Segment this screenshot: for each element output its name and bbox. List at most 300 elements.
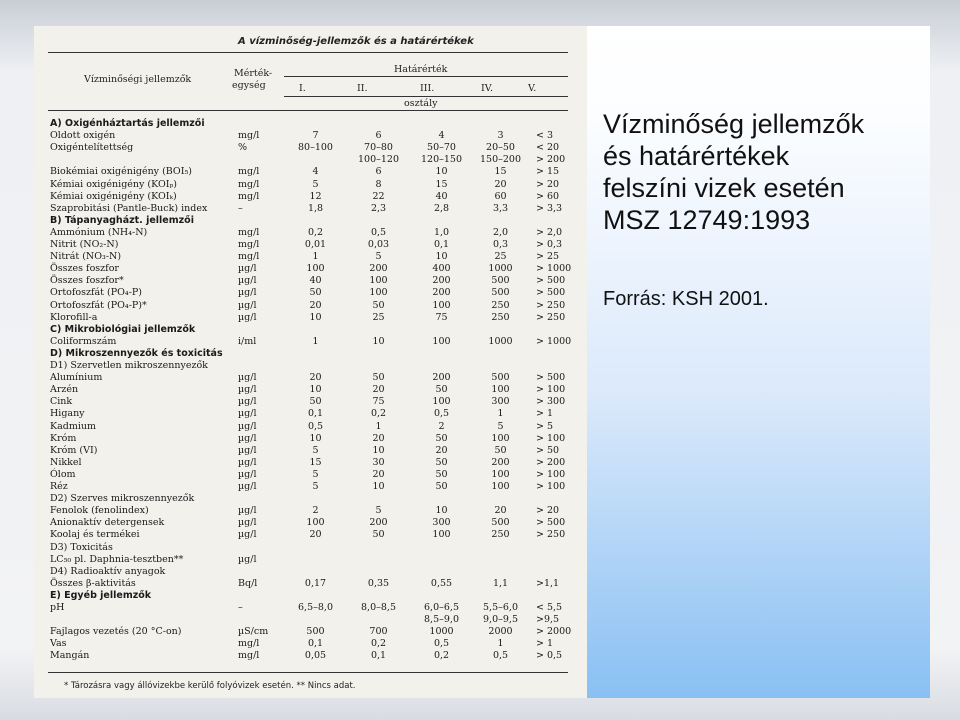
row-limit-class-1: 0,17 (304, 577, 327, 589)
row-limit-class-3: 120–150 (420, 154, 462, 166)
row-limit-class-1: 1,8 (307, 202, 324, 214)
row-limit-class-2: 100–120 (357, 154, 399, 166)
row-unit: mg/l (238, 239, 260, 250)
row-limit-class-2: 2,3 (370, 202, 387, 214)
row-limit-class-4: 25 (494, 251, 507, 263)
row-parameter: D3) Toxicitás (50, 541, 113, 553)
row-limit-class-5: > 1000 (536, 263, 572, 275)
row-limit-class-4: 0,3 (492, 239, 509, 250)
row-parameter: Nitrit (NO₂-N) (50, 239, 119, 250)
row-unit: mg/l (238, 251, 260, 263)
table-row (48, 566, 578, 577)
header-bottom-rule (48, 110, 568, 111)
row-limit-class-5: > 100 (536, 481, 566, 492)
row-limit-class-4: 100 (491, 468, 510, 480)
row-unit: mg/l (238, 190, 260, 202)
row-limit-class-5: > 20 (536, 505, 560, 517)
header-class-3: III. (420, 83, 435, 94)
table-scan-panel (34, 26, 587, 698)
row-parameter: Nitrát (NO₃-N) (50, 251, 122, 263)
table-footnote: * Tározásra vagy állóvizekbe kerülő folyóvizek esetén. ** Nincs adat. (64, 681, 356, 691)
row-limit-class-1: 5 (312, 481, 319, 492)
table-row (48, 251, 578, 262)
row-limit-class-1: 0,5 (307, 420, 324, 432)
caption-line-2: és határértékek (603, 141, 790, 171)
table-row (48, 203, 578, 214)
row-limit-class-2: 6 (375, 166, 382, 178)
row-limit-class-5: > 500 (536, 372, 566, 384)
table-bottom-rule (48, 672, 568, 673)
row-unit: µg/l (238, 553, 257, 565)
row-limit-class-2: 10 (372, 481, 385, 492)
row-limit-class-4: 20 (494, 178, 507, 190)
table-row (48, 396, 578, 407)
row-limit-class-4: 9,0–9,5 (483, 614, 518, 626)
table-row (48, 154, 578, 165)
row-limit-class-3: 50–70 (427, 142, 456, 154)
row-parameter: D) Mikroszennyezők és toxicitás (50, 347, 223, 359)
row-limit-class-2: 0,1 (370, 650, 387, 662)
row-unit: µg/l (238, 408, 257, 420)
row-limit-class-1: 15 (309, 456, 322, 468)
table-row (48, 481, 578, 492)
row-limit-class-1: 5 (312, 444, 319, 456)
row-limit-class-2: 10 (372, 444, 385, 456)
row-parameter: Kémiai oxigénigény (KOIₚ) (50, 178, 178, 190)
row-limit-class-5: > 500 (536, 517, 566, 529)
row-limit-class-3: 2,8 (433, 202, 450, 214)
row-limit-class-2: 0,5 (370, 226, 387, 238)
row-parameter: Összes foszfor (50, 263, 119, 275)
row-parameter: Higany (50, 408, 85, 420)
row-limit-class-1: 20 (309, 372, 322, 384)
row-limit-class-3: 400 (432, 263, 451, 275)
row-limit-class-2: 50 (372, 299, 385, 311)
table-row (48, 554, 578, 565)
header-class-rule (284, 96, 568, 97)
row-limit-class-3: 0,1 (433, 239, 450, 250)
row-limit-class-2: 8,0–8,5 (361, 602, 396, 613)
caption-title (603, 108, 864, 236)
row-parameter: Koolaj és termékei (50, 529, 140, 541)
row-limit-class-5: > 2,0 (536, 226, 563, 238)
row-parameter: Fenolok (fenolindex) (50, 505, 149, 517)
row-limit-class-3: 100 (432, 396, 451, 408)
table-section-header (48, 324, 578, 335)
header-unit-1: Mérték- (234, 68, 273, 79)
table-row (48, 263, 578, 274)
caption-line-4: MSZ 12749:1993 (603, 205, 811, 235)
row-limit-class-4: 500 (491, 275, 510, 287)
row-unit: mg/l (238, 638, 260, 650)
row-limit-class-1: 100 (306, 517, 325, 529)
table-row (48, 312, 578, 323)
row-parameter: Összes foszfor* (50, 275, 124, 287)
row-limit-class-2: 0,35 (367, 577, 390, 589)
row-unit: Bq/l (238, 577, 258, 589)
row-limit-class-2: 50 (372, 372, 385, 384)
row-limit-class-5: > 5 (536, 420, 554, 432)
row-limit-class-3: 50 (435, 468, 448, 480)
row-limit-class-5: > 500 (536, 275, 566, 287)
row-limit-class-1: 0,1 (307, 408, 324, 420)
row-limit-class-1: 6,5–8,0 (298, 602, 333, 613)
row-limit-class-1: 40 (309, 275, 322, 287)
row-unit: µg/l (238, 372, 257, 384)
row-limit-class-3: 2 (438, 420, 445, 432)
row-limit-class-3: 50 (435, 456, 448, 468)
table-row (48, 287, 578, 298)
row-limit-class-3: 0,5 (433, 408, 450, 420)
table-title: A vízminőség-jellemzők és a határértékek (238, 36, 474, 47)
row-limit-class-4: 100 (491, 481, 510, 492)
table-row (48, 130, 578, 141)
row-limit-class-1: 50 (309, 287, 322, 299)
row-limit-class-2: 20 (372, 468, 385, 480)
row-parameter: Króm (VI) (50, 444, 98, 456)
row-limit-class-4: 3,3 (492, 202, 509, 214)
row-limit-class-1: 5 (312, 178, 319, 190)
row-limit-class-1: 50 (309, 396, 322, 408)
row-unit: – (238, 202, 243, 214)
row-limit-class-2: 700 (369, 626, 388, 638)
row-parameter: B) Tápanyagházt. jellemzői (50, 214, 194, 226)
row-parameter: Klorofill-a (50, 311, 98, 323)
table-row (48, 275, 578, 286)
row-limit-class-3: 200 (432, 275, 451, 287)
row-limit-class-3: 4 (438, 130, 445, 142)
row-limit-class-3: 300 (432, 517, 451, 529)
row-limit-class-3: 0,2 (433, 650, 450, 662)
row-limit-class-4: 1 (497, 638, 504, 650)
row-limit-class-4: 1 (497, 408, 504, 420)
row-parameter: Arzén (50, 384, 79, 396)
row-unit: µg/l (238, 420, 257, 432)
row-limit-class-5: > 0,5 (536, 650, 563, 662)
row-unit: µg/l (238, 517, 257, 529)
row-parameter: D4) Radioaktív anyagok (50, 565, 166, 577)
row-limit-class-5: > 250 (536, 299, 566, 311)
row-limit-class-4: 20 (494, 505, 507, 517)
header-group: Határérték (394, 64, 448, 75)
row-unit: mg/l (238, 650, 260, 662)
row-limit-class-3: 10 (435, 251, 448, 263)
row-parameter: A) Oxigénháztartás jellemzői (50, 118, 205, 129)
row-unit: – (238, 602, 243, 613)
row-limit-class-4: 20–50 (486, 142, 515, 154)
row-limit-class-4: 250 (491, 529, 510, 541)
row-limit-class-5: > 500 (536, 287, 566, 299)
table-section-header (48, 215, 578, 226)
row-limit-class-2: 100 (369, 275, 388, 287)
row-limit-class-1: 0,1 (307, 638, 324, 650)
header-class-1: I. (299, 83, 306, 94)
header-unit-2: egység (232, 80, 266, 91)
row-limit-class-2: 0,03 (367, 239, 390, 250)
row-limit-class-3: 75 (435, 311, 448, 323)
table-row (48, 384, 578, 395)
row-limit-class-2: 10 (372, 335, 385, 347)
row-limit-class-2: 25 (372, 311, 385, 323)
row-limit-class-2: 200 (369, 263, 388, 275)
row-limit-class-1: 20 (309, 299, 322, 311)
row-parameter: Kémiai oxigénigény (KOIₖ) (50, 190, 177, 202)
row-limit-class-1: 2 (312, 505, 319, 517)
row-parameter: pH (50, 602, 65, 613)
row-limit-class-2: 30 (372, 456, 385, 468)
table-row (48, 433, 578, 444)
table-row (48, 360, 578, 371)
row-unit: µS/cm (238, 626, 269, 638)
row-limit-class-2: 50 (372, 529, 385, 541)
caption-panel (587, 26, 930, 698)
row-limit-class-4: 2,0 (492, 226, 509, 238)
row-limit-class-1: 10 (309, 432, 322, 444)
row-limit-class-1: 0,2 (307, 226, 324, 238)
row-limit-class-5: > 25 (536, 251, 560, 263)
row-limit-class-1: 12 (309, 190, 322, 202)
row-limit-class-2: 70–80 (364, 142, 393, 154)
table-row (48, 505, 578, 516)
table-row (48, 578, 578, 589)
row-unit: µg/l (238, 505, 257, 517)
row-limit-class-5: > 200 (536, 154, 566, 166)
row-limit-class-5: > 60 (536, 190, 560, 202)
row-limit-class-2: 6 (375, 130, 382, 142)
row-unit: µg/l (238, 275, 257, 287)
table-row (48, 626, 578, 637)
row-parameter: Cink (50, 396, 73, 408)
row-limit-class-4: 5,5–6,0 (483, 602, 518, 613)
row-limit-class-3: 100 (432, 529, 451, 541)
row-unit: µg/l (238, 311, 257, 323)
row-limit-class-4: 200 (491, 456, 510, 468)
row-limit-class-5: < 20 (536, 142, 560, 154)
row-unit: µg/l (238, 299, 257, 311)
row-limit-class-4: 0,5 (492, 650, 509, 662)
row-limit-class-5: > 200 (536, 456, 566, 468)
row-parameter: Kadmium (50, 420, 97, 432)
row-limit-class-1: 4 (312, 166, 319, 178)
row-limit-class-1: 1 (312, 335, 319, 347)
row-unit: µg/l (238, 444, 257, 456)
row-unit: mg/l (238, 130, 260, 142)
header-class-4: IV. (481, 83, 493, 94)
row-limit-class-3: 200 (432, 372, 451, 384)
row-limit-class-3: 50 (435, 384, 448, 396)
header-class-2: II. (357, 83, 368, 94)
row-parameter: Mangán (50, 650, 90, 662)
row-limit-class-5: > 1 (536, 408, 554, 420)
row-limit-class-5: > 1000 (536, 335, 572, 347)
table-row (48, 166, 578, 177)
row-unit: µg/l (238, 468, 257, 480)
row-parameter: LC₅₀ pl. Daphnia-tesztben** (50, 553, 184, 565)
row-unit: % (238, 142, 248, 154)
row-parameter: Szaprobitási (Pantle-Buck) index (50, 202, 208, 214)
row-limit-class-5: > 300 (536, 396, 566, 408)
table-row (48, 300, 578, 311)
table-row (48, 372, 578, 383)
table-row (48, 336, 578, 347)
row-limit-class-5: > 100 (536, 468, 566, 480)
row-parameter: Nikkel (50, 456, 82, 468)
row-limit-class-3: 100 (432, 335, 451, 347)
row-parameter: Fajlagos vezetés (20 °C-on) (50, 626, 182, 638)
row-limit-class-4: 100 (491, 384, 510, 396)
row-unit: µg/l (238, 456, 257, 468)
row-limit-class-3: 0,55 (430, 577, 453, 589)
row-limit-class-2: 200 (369, 517, 388, 529)
row-parameter: Biokémiai oxigénigény (BOI₅) (50, 166, 192, 178)
row-limit-class-3: 40 (435, 190, 448, 202)
row-limit-class-5: > 50 (536, 444, 560, 456)
row-limit-class-1: 100 (306, 263, 325, 275)
row-limit-class-4: 5 (497, 420, 504, 432)
row-limit-class-5: > 0,3 (536, 239, 563, 250)
row-limit-class-5: < 3 (536, 130, 554, 142)
row-limit-class-4: 150–200 (479, 154, 521, 166)
table-row (48, 227, 578, 238)
caption-line-3: felszíni vizek esetén (603, 173, 845, 203)
row-unit: µg/l (238, 263, 257, 275)
row-unit: i/ml (238, 335, 257, 347)
row-limit-class-1: 500 (306, 626, 325, 638)
table-row (48, 408, 578, 419)
table-row (48, 493, 578, 504)
row-limit-class-5: >1,1 (536, 577, 560, 589)
header-class-5: V. (528, 83, 537, 94)
row-limit-class-4: 1,1 (492, 577, 509, 589)
row-limit-class-4: 250 (491, 311, 510, 323)
row-limit-class-1: 10 (309, 311, 322, 323)
row-limit-class-4: 60 (494, 190, 507, 202)
row-limit-class-4: 15 (494, 166, 507, 178)
table-section-header (48, 118, 578, 129)
row-limit-class-5: > 100 (536, 432, 566, 444)
row-limit-class-4: 250 (491, 299, 510, 311)
row-unit: mg/l (238, 226, 260, 238)
row-unit: µg/l (238, 396, 257, 408)
row-unit: µg/l (238, 384, 257, 396)
row-limit-class-1: 7 (312, 130, 319, 142)
table-row (48, 142, 578, 153)
row-parameter: Ammónium (NH₄-N) (50, 226, 148, 238)
table-top-rule (48, 52, 568, 53)
table-row (48, 614, 578, 625)
row-parameter: Ortofoszfát (PO₄-P)* (50, 299, 147, 311)
row-limit-class-1: 20 (309, 529, 322, 541)
row-parameter: Ortofoszfát (PO₄-P) (50, 287, 143, 299)
row-limit-class-2: 20 (372, 384, 385, 396)
row-parameter: D1) Szervetlen mikroszennyezők (50, 360, 208, 371)
row-limit-class-2: 100 (369, 287, 388, 299)
row-limit-class-5: > 100 (536, 384, 566, 396)
row-parameter: Anionaktív detergensek (50, 517, 165, 529)
row-limit-class-3: 6,0–6,5 (424, 602, 459, 613)
row-unit: mg/l (238, 166, 260, 178)
table-row (48, 517, 578, 528)
row-unit: µg/l (238, 481, 257, 492)
row-limit-class-5: > 250 (536, 529, 566, 541)
row-unit: µg/l (238, 432, 257, 444)
row-limit-class-4: 500 (491, 517, 510, 529)
row-limit-class-2: 5 (375, 505, 382, 517)
table-section-header (48, 590, 578, 601)
row-limit-class-3: 50 (435, 481, 448, 492)
row-limit-class-5: > 15 (536, 166, 560, 178)
row-limit-class-3: 0,5 (433, 638, 450, 650)
table-row (48, 469, 578, 480)
row-parameter: Oldott oxigén (50, 130, 116, 142)
row-parameter: C) Mikrobiológiai jellemzők (50, 323, 196, 335)
header-param: Vízminőségi jellemzők (84, 74, 192, 85)
row-limit-class-3: 10 (435, 166, 448, 178)
row-limit-class-1: 10 (309, 384, 322, 396)
row-limit-class-5: > 2000 (536, 626, 572, 638)
row-limit-class-4: 1000 (488, 263, 513, 275)
caption-line-1: Vízminőség jellemzők (603, 109, 865, 139)
table-row (48, 421, 578, 432)
row-parameter: Alumínium (50, 372, 103, 384)
row-parameter: Vas (50, 638, 67, 650)
row-limit-class-4: 500 (491, 372, 510, 384)
table-row (48, 602, 578, 613)
row-unit: mg/l (238, 178, 260, 190)
header-group-rule (284, 76, 568, 77)
row-limit-class-5: > 250 (536, 311, 566, 323)
row-limit-class-4: 100 (491, 432, 510, 444)
row-limit-class-3: 1,0 (433, 226, 450, 238)
row-limit-class-1: 5 (312, 468, 319, 480)
row-parameter: Króm (50, 432, 77, 444)
row-limit-class-5: > 20 (536, 178, 560, 190)
row-parameter: Összes β-aktivitás (50, 577, 136, 589)
caption-source: Forrás: KSH 2001. (603, 288, 769, 310)
row-limit-class-4: 500 (491, 287, 510, 299)
table-row (48, 457, 578, 468)
row-parameter: Coliformszám (50, 335, 117, 347)
table-row (48, 191, 578, 202)
row-limit-class-4: 50 (494, 444, 507, 456)
row-limit-class-2: 1 (375, 420, 382, 432)
row-parameter: D2) Szerves mikroszennyezők (50, 493, 195, 505)
row-limit-class-1: 0,01 (304, 239, 327, 250)
row-limit-class-2: 5 (375, 251, 382, 263)
row-unit: µg/l (238, 529, 257, 541)
row-limit-class-3: 50 (435, 432, 448, 444)
row-limit-class-2: 22 (372, 190, 385, 202)
row-parameter: Réz (50, 481, 68, 492)
table-row (48, 638, 578, 649)
row-limit-class-2: 0,2 (370, 408, 387, 420)
row-limit-class-3: 100 (432, 299, 451, 311)
row-limit-class-2: 75 (372, 396, 385, 408)
row-limit-class-2: 8 (375, 178, 382, 190)
row-limit-class-5: < 5,5 (536, 602, 563, 613)
table-row (48, 445, 578, 456)
row-limit-class-5: >9,5 (536, 614, 560, 626)
row-limit-class-3: 10 (435, 505, 448, 517)
row-limit-class-4: 300 (491, 396, 510, 408)
row-limit-class-3: 20 (435, 444, 448, 456)
row-limit-class-2: 0,2 (370, 638, 387, 650)
table-row (48, 650, 578, 661)
row-parameter: Oxigéntelítettség (50, 142, 134, 154)
row-unit: µg/l (238, 287, 257, 299)
row-limit-class-1: 80–100 (298, 142, 333, 154)
table-row (48, 529, 578, 540)
